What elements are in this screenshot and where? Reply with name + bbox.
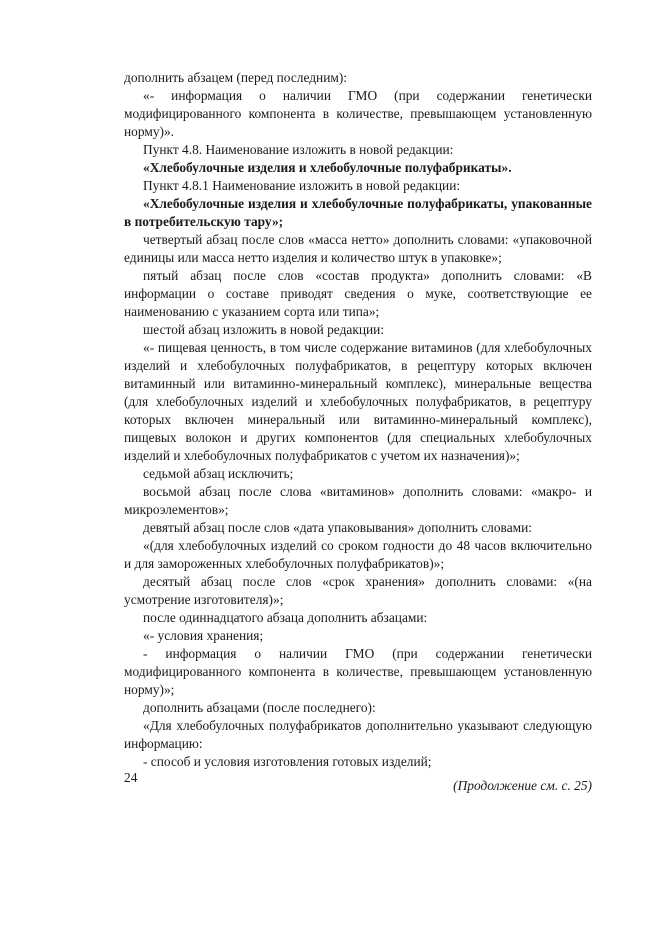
paragraph: шестой абзац изложить в новой редакции: <box>143 322 385 337</box>
paragraph: пятый абзац после слов «состав продукта» дополнить словами: «В информации о составе приводят сведения о муке, соответствующие ее наименованию с указанием сорта или типа»; <box>124 268 592 319</box>
paragraph: Пункт 4.8. Наименование изложить в новой редакции: <box>143 142 454 157</box>
paragraph: «Для хлебобулочных полуфабрикатов дополнительно указывают следующую информацию: <box>124 718 592 751</box>
paragraph: Пункт 4.8.1 Наименование изложить в новой редакции: <box>143 178 461 193</box>
page-number: 24 <box>124 770 138 785</box>
paragraph: четвертый абзац после слов «масса нетто» дополнить словами: «упаковочной единицы или масса нетто изделия и количество штук в упаковке»; <box>124 232 592 265</box>
paragraph: дополнить абзацами (после последнего): <box>143 700 376 715</box>
document-body <box>124 69 592 795</box>
paragraph: - способ и условия изготовления готовых изделий; <box>143 754 432 769</box>
paragraph: «- условия хранения; <box>143 628 264 643</box>
paragraph: «- информация о наличии ГМО (при содержании генетически модифицированного компонента в количестве, превышающем установленную норму)». <box>124 88 592 139</box>
bold-heading: «Хлебобулочные изделия и хлебобулочные полуфабрикаты, упакованные в потребительскую тару»; <box>124 196 592 229</box>
bold-heading: «Хлебобулочные изделия и хлебобулочные полуфабрикаты». <box>143 160 512 175</box>
paragraph: седьмой абзац исключить; <box>143 466 294 481</box>
paragraph: дополнить абзацем (перед последним): <box>124 70 348 85</box>
paragraph: «(для хлебобулочных изделий со сроком годности до 48 часов включительно и для замороженных хлебобулочных полуфабрикатов)»; <box>124 538 592 571</box>
paragraph: восьмой абзац после слова «витаминов» дополнить словами: «макро- и микроэлементов»; <box>124 484 592 517</box>
continuation-note: (Продолжение см. с. 25) <box>453 778 592 793</box>
paragraph: после одиннадцатого абзаца дополнить абзацами: <box>143 610 428 625</box>
paragraph: - информация о наличии ГМО (при содержании генетически модифицированного компонента в количестве, превышающем установленную норму)»; <box>124 646 592 697</box>
paragraph: «- пищевая ценность, в том числе содержание витаминов (для хлебобулочных изделий и хлебобулочных полуфабрикатов, в рецептуру которых включен витаминный или витаминно-минеральный комплекс), минеральные вещества (для хлебобулочных изделий и хлебобулочных полуфабрикатов, в рецептуру которых включен минеральный или витаминно-минеральный комплекс), пищевых волокон и других компонентов (для специальных хлебобулочных изделий и хлебобулочных полуфабрикатов с учетом их назначения)»; <box>124 340 592 463</box>
paragraph: десятый абзац после слов «срок хранения» дополнить словами: «(на усмотрение изготовителя)»; <box>124 574 592 607</box>
paragraph: девятый абзац после слов «дата упаковывания» дополнить словами: <box>143 520 532 535</box>
